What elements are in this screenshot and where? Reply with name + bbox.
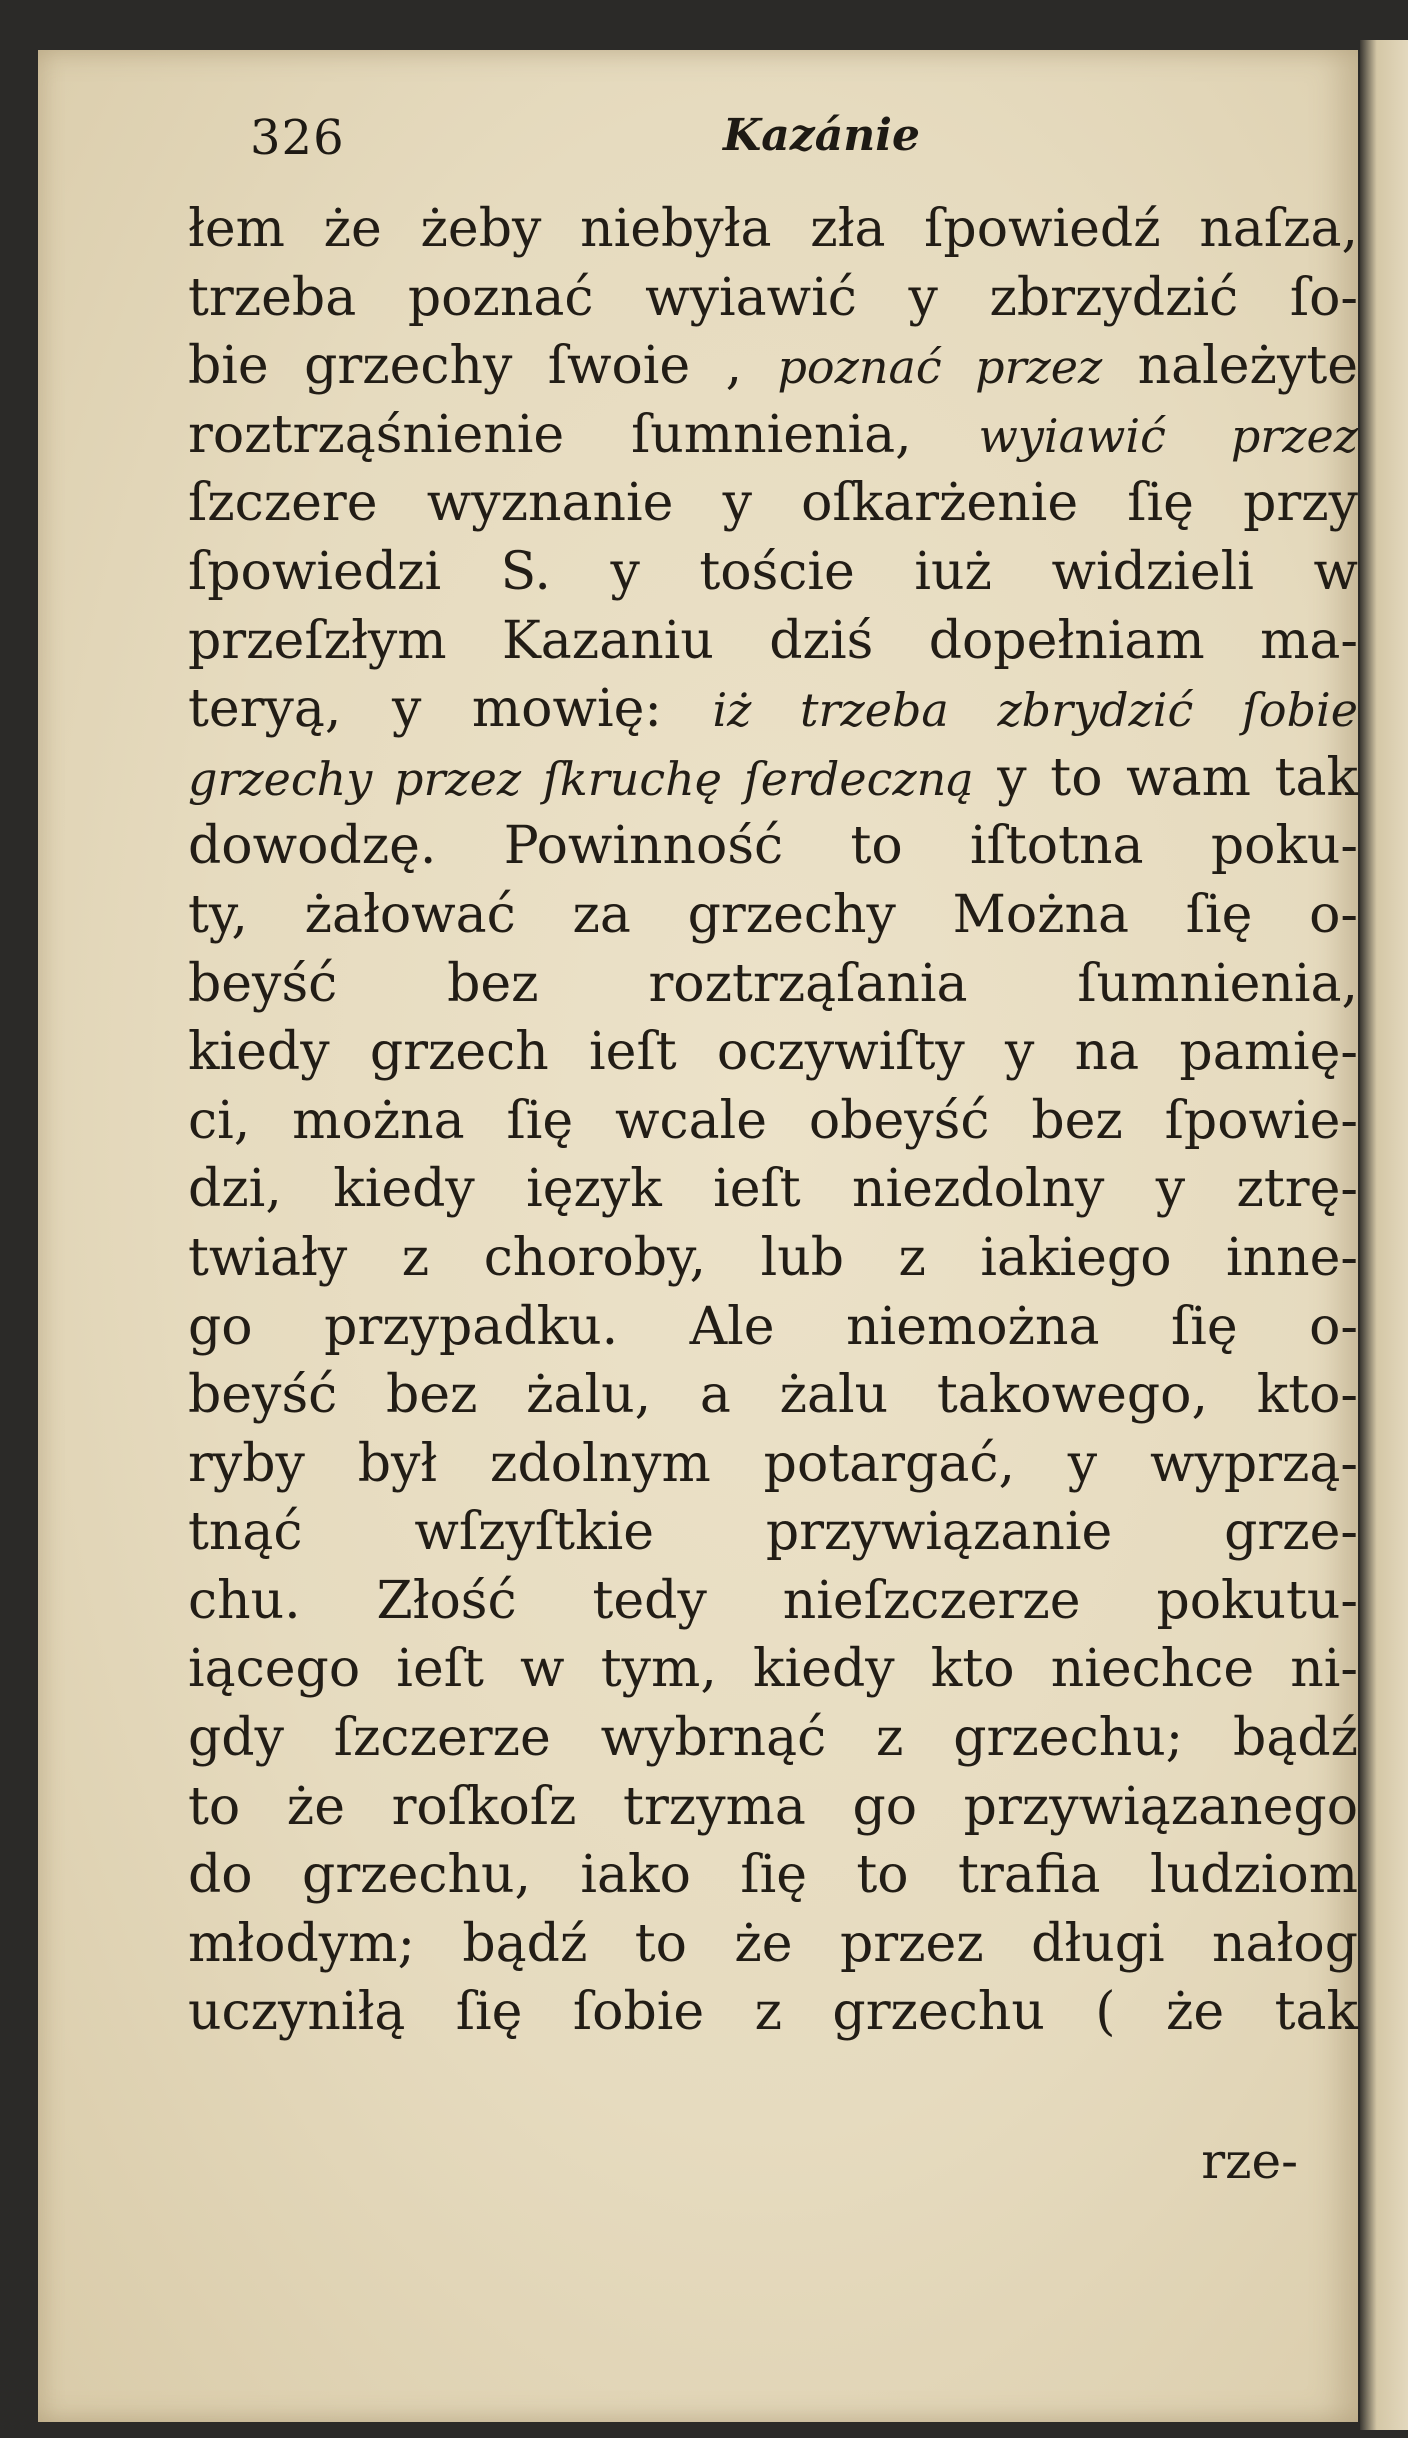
running-head: Kazánie xyxy=(723,110,920,161)
italic-segment: iż trzeba zbrydzić ſobie xyxy=(712,683,1358,738)
adjacent-page-edge xyxy=(1360,40,1408,2430)
italic-segment: grzechy przez ſkruchę ſerdeczną xyxy=(188,751,974,806)
italic-segment: wyiawić przez xyxy=(978,408,1358,463)
text-segment: iącego ieſt w tym, kiedy kto niechce ni- xyxy=(188,1639,1358,1700)
text-segment: beyść bez żalu, a żalu takowego, kto- xyxy=(188,1365,1358,1426)
text-line xyxy=(188,1155,1358,1224)
text-segment: ty, żałować za grzechy Można ſię o- xyxy=(188,884,1358,945)
text-line xyxy=(188,881,1358,950)
text-segment: tnąć wſzyſtkie przywiązanie grze- xyxy=(188,1502,1358,1563)
text-line xyxy=(188,950,1358,1019)
text-line xyxy=(188,1293,1358,1362)
text-segment: teryą, y mowię: xyxy=(188,679,713,740)
text-line xyxy=(188,675,1358,744)
catchword-row xyxy=(188,2132,1358,2202)
text-line xyxy=(188,607,1358,676)
text-segment: ſzczere wyznanie y oſkarżenie ſię przy xyxy=(188,473,1358,534)
text-line xyxy=(188,401,1358,470)
page-header xyxy=(38,110,1358,190)
text-segment: należyte xyxy=(1102,336,1358,397)
text-segment: bie grzechy ſwoie , xyxy=(188,336,778,397)
text-line xyxy=(188,1430,1358,1499)
text-segment: chu. Złość tedy nieſzczerze pokutu- xyxy=(188,1570,1358,1631)
text-line xyxy=(188,1910,1358,1979)
text-line xyxy=(188,1087,1358,1156)
book-page xyxy=(38,50,1358,2422)
text-segment: uczyniłą ſię ſobie z grzechu ( że tak xyxy=(188,1982,1358,2043)
text-line xyxy=(188,264,1358,333)
text-line xyxy=(188,1704,1358,1773)
text-segment: gdy ſzczerze wybrnąć z grzechu; bądź xyxy=(188,1708,1358,1769)
text-line xyxy=(188,195,1358,264)
text-segment: ci, można ſię wcale obeyść bez ſpowie- xyxy=(188,1090,1358,1151)
text-segment: dowodzę. Powinność to iſtotna poku- xyxy=(188,816,1358,877)
text-line xyxy=(188,538,1358,607)
text-line xyxy=(188,469,1358,538)
text-segment: to że roſkoſz trzyma go przywiązanego xyxy=(188,1776,1358,1837)
text-segment: do grzechu, iako ſię to trafia ludziom xyxy=(188,1845,1358,1906)
text-line xyxy=(188,1224,1358,1293)
text-segment: młodym; bądź to że przez długi nałog xyxy=(188,1913,1358,1974)
text-line xyxy=(188,812,1358,881)
catchword: rze- xyxy=(1201,2132,1298,2190)
page-number: 326 xyxy=(250,110,345,166)
text-segment: dzi, kiedy ięzyk ieſt niezdolny y ztrę- xyxy=(188,1159,1358,1220)
text-segment: trzeba poznać wyiawić y zbrzydzić ſo- xyxy=(188,267,1358,328)
italic-segment: poznać przez xyxy=(777,340,1103,395)
text-segment: roztrząśnienie ſumnienia, xyxy=(188,404,979,465)
text-segment: łem że żeby niebyła zła ſpowiedź naſza, xyxy=(188,199,1358,259)
text-line xyxy=(188,332,1358,401)
text-line xyxy=(188,1018,1358,1087)
text-line xyxy=(188,744,1358,813)
text-line xyxy=(188,1361,1358,1430)
body-text xyxy=(188,195,1358,2047)
text-segment: y to wam tak xyxy=(973,747,1358,808)
text-segment: kiedy grzech ieſt oczywiſty y na pamię- xyxy=(188,1022,1358,1083)
text-line xyxy=(188,1635,1358,1704)
text-line xyxy=(188,1841,1358,1910)
text-segment: przeſzłym Kazaniu dziś dopełniam ma- xyxy=(188,610,1358,671)
text-line xyxy=(188,1773,1358,1842)
text-line xyxy=(188,1498,1358,1567)
text-line xyxy=(188,1567,1358,1636)
text-segment: ſpowiedzi S. y toście iuż widzieli w xyxy=(188,541,1358,602)
text-line xyxy=(188,1978,1358,2047)
text-segment: twiały z choroby, lub z iakiego inne- xyxy=(188,1227,1358,1288)
text-segment: ryby był zdolnym potargać, y wyprzą- xyxy=(188,1433,1358,1494)
text-segment: beyść bez roztrząſania ſumnienia, xyxy=(188,953,1358,1014)
text-segment: go przypadku. Ale niemożna ſię o- xyxy=(188,1296,1358,1357)
